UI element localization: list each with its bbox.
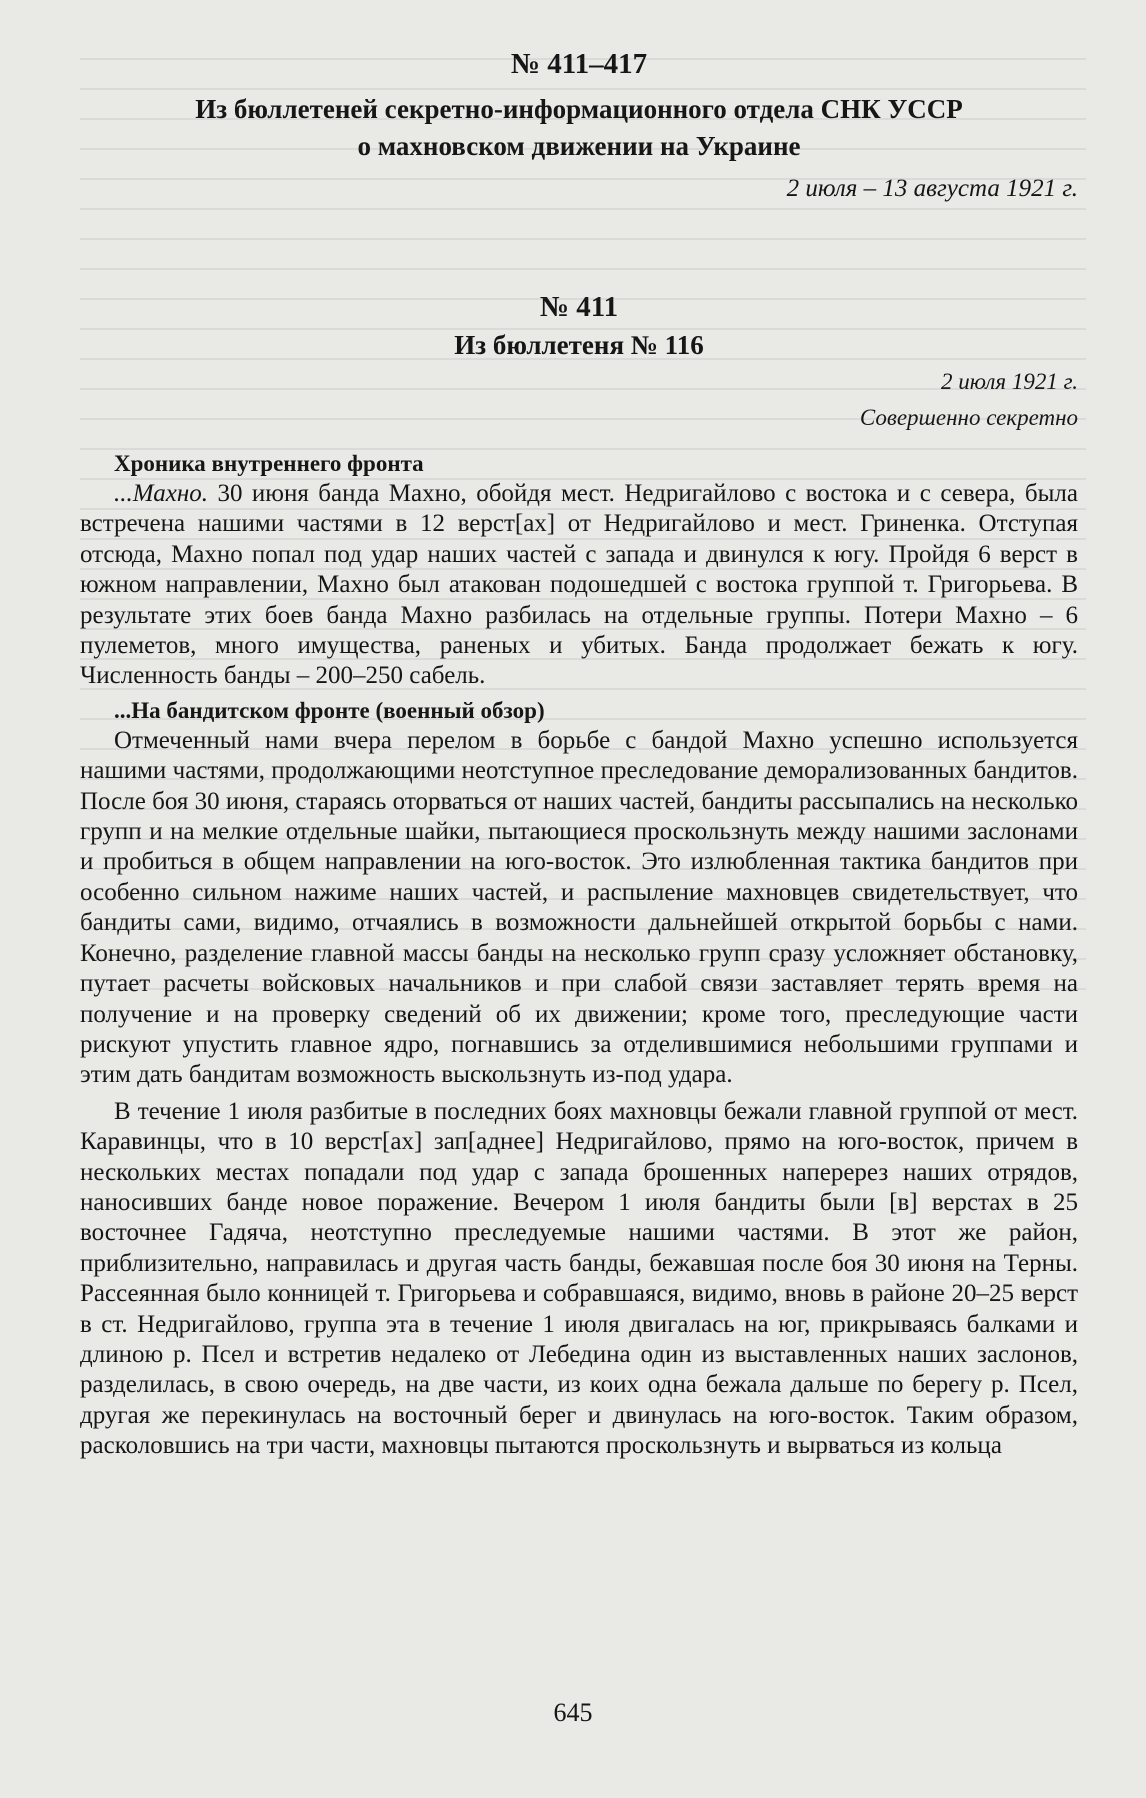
section-heading-internal-front: Хроника внутреннего фронта [114, 451, 424, 476]
document-date: 2 июля 1921 г. [940, 369, 1078, 394]
collection-title-line-1: Из бюллетеней секретно-информационного отдела СНК УССР [195, 94, 963, 124]
paragraph-lead-word: ...Махно. [114, 480, 208, 507]
document-title: Из бюллетеня № 116 [454, 330, 704, 360]
paragraph-text: 30 июня банда Махно, обойдя мест. Недригайлово с востока и с севера, была встречена нашими частями в 12 верст[ах] от Недригайлово и мест. Гриненка. Отступая отсюда, Махно попал под удар наших частей с запада и двинулся к югу. Пройдя 6 верст в южном направлении, Махно был атакован подошедшей с востока группой т. Григорьева. В результате этих боев банда Махно разбилась на отдельные группы. Потери Махно – 6 пулеметов, много имущества, раненых и убитых. Банда продолжает бежать к югу. Численность банды – 200–250 сабель. [80, 480, 1078, 690]
page-number: 645 [553, 1698, 593, 1727]
section-heading-bandit-front: ...На бандитском фронте (военный обзор) [114, 697, 545, 723]
document-number: № 411 [539, 291, 619, 323]
bandit-front-paragraph-2: В течение 1 июля разбитые в последних боях махновцы бежали главной группой от мест. Каравинцы, что в 10 верст[ах] зап[аднее] Недригайлово, прямо на юго-восток, причем в нескольких местах попадали под удар с запада брошенных наперерез наших отрядов, наносивших банде новое поражение. Вечером 1 июля бандиты были [в] верстах в 25 восточнее Гадяча, неотступно преследуемые нашими частями. В этот же район, приблизительно, направилась и другая часть банды, бежавшая после боя 30 июня на Терны. Рассеянная было конницей т. Григорьева и собравшаяся, видимо, вновь в районе 20–25 верст в ст. Недригайлово, группа эта в течение 1 июля двигалась на юг, прикрываясь балками и длиною р. Псел и встретив недалеко от Лебедина один из выставленных наших заслонов, разделилась, в свою очередь, на две части, из коих одна бежала дальше по берегу р. Псел, другая же перекинулась на восточный берег и двинулась на юго-восток. Таким образом, расколовшись на три части, махновцы пытаются проскользнуть и вырваться из кольца [80, 1097, 1078, 1460]
section-internal-front-paragraph [80, 479, 1078, 692]
classification-mark: Совершенно секретно [859, 405, 1078, 430]
document-range-number: № 411–417 [510, 48, 648, 80]
collection-title-line-2: о махновском движении на Украине [357, 131, 801, 161]
bandit-front-paragraph-1: Отмеченный нами вчера перелом в борьбе с бандой Махно успешно используется нашими частями, продолжающими неотступное преследование деморализованных бандитов. После боя 30 июня, стараясь оторваться от наших частей, бандиты рассыпались на несколько групп и на мелкие отдельные шайки, пытающиеся проскользнуть между нашими заслонами и пробиться в общем направлении на юго-восток. Это излюбленная тактика бандитов при особенно сильном нажиме наших частей, и распыление махновцев свидетельствует, что бандиты сами, видимо, отчаялись в возможности дальнейшей открытой борьбы с нами. Конечно, разделение главной массы банды на несколько групп сразу усложняет обстановку, путает расчеты войсковых начальников и при слабой связи заставляет терять время на получение и на проверку сведений об их движении; кроме того, преследующие части рискуют упустить главное ядро, погнавшись за отделившимися небольшими группами и этим дать бандитам возможность выскользнуть из-под удара. [80, 726, 1078, 1089]
collection-date-range: 2 июля – 13 августа 1921 г. [786, 175, 1078, 202]
